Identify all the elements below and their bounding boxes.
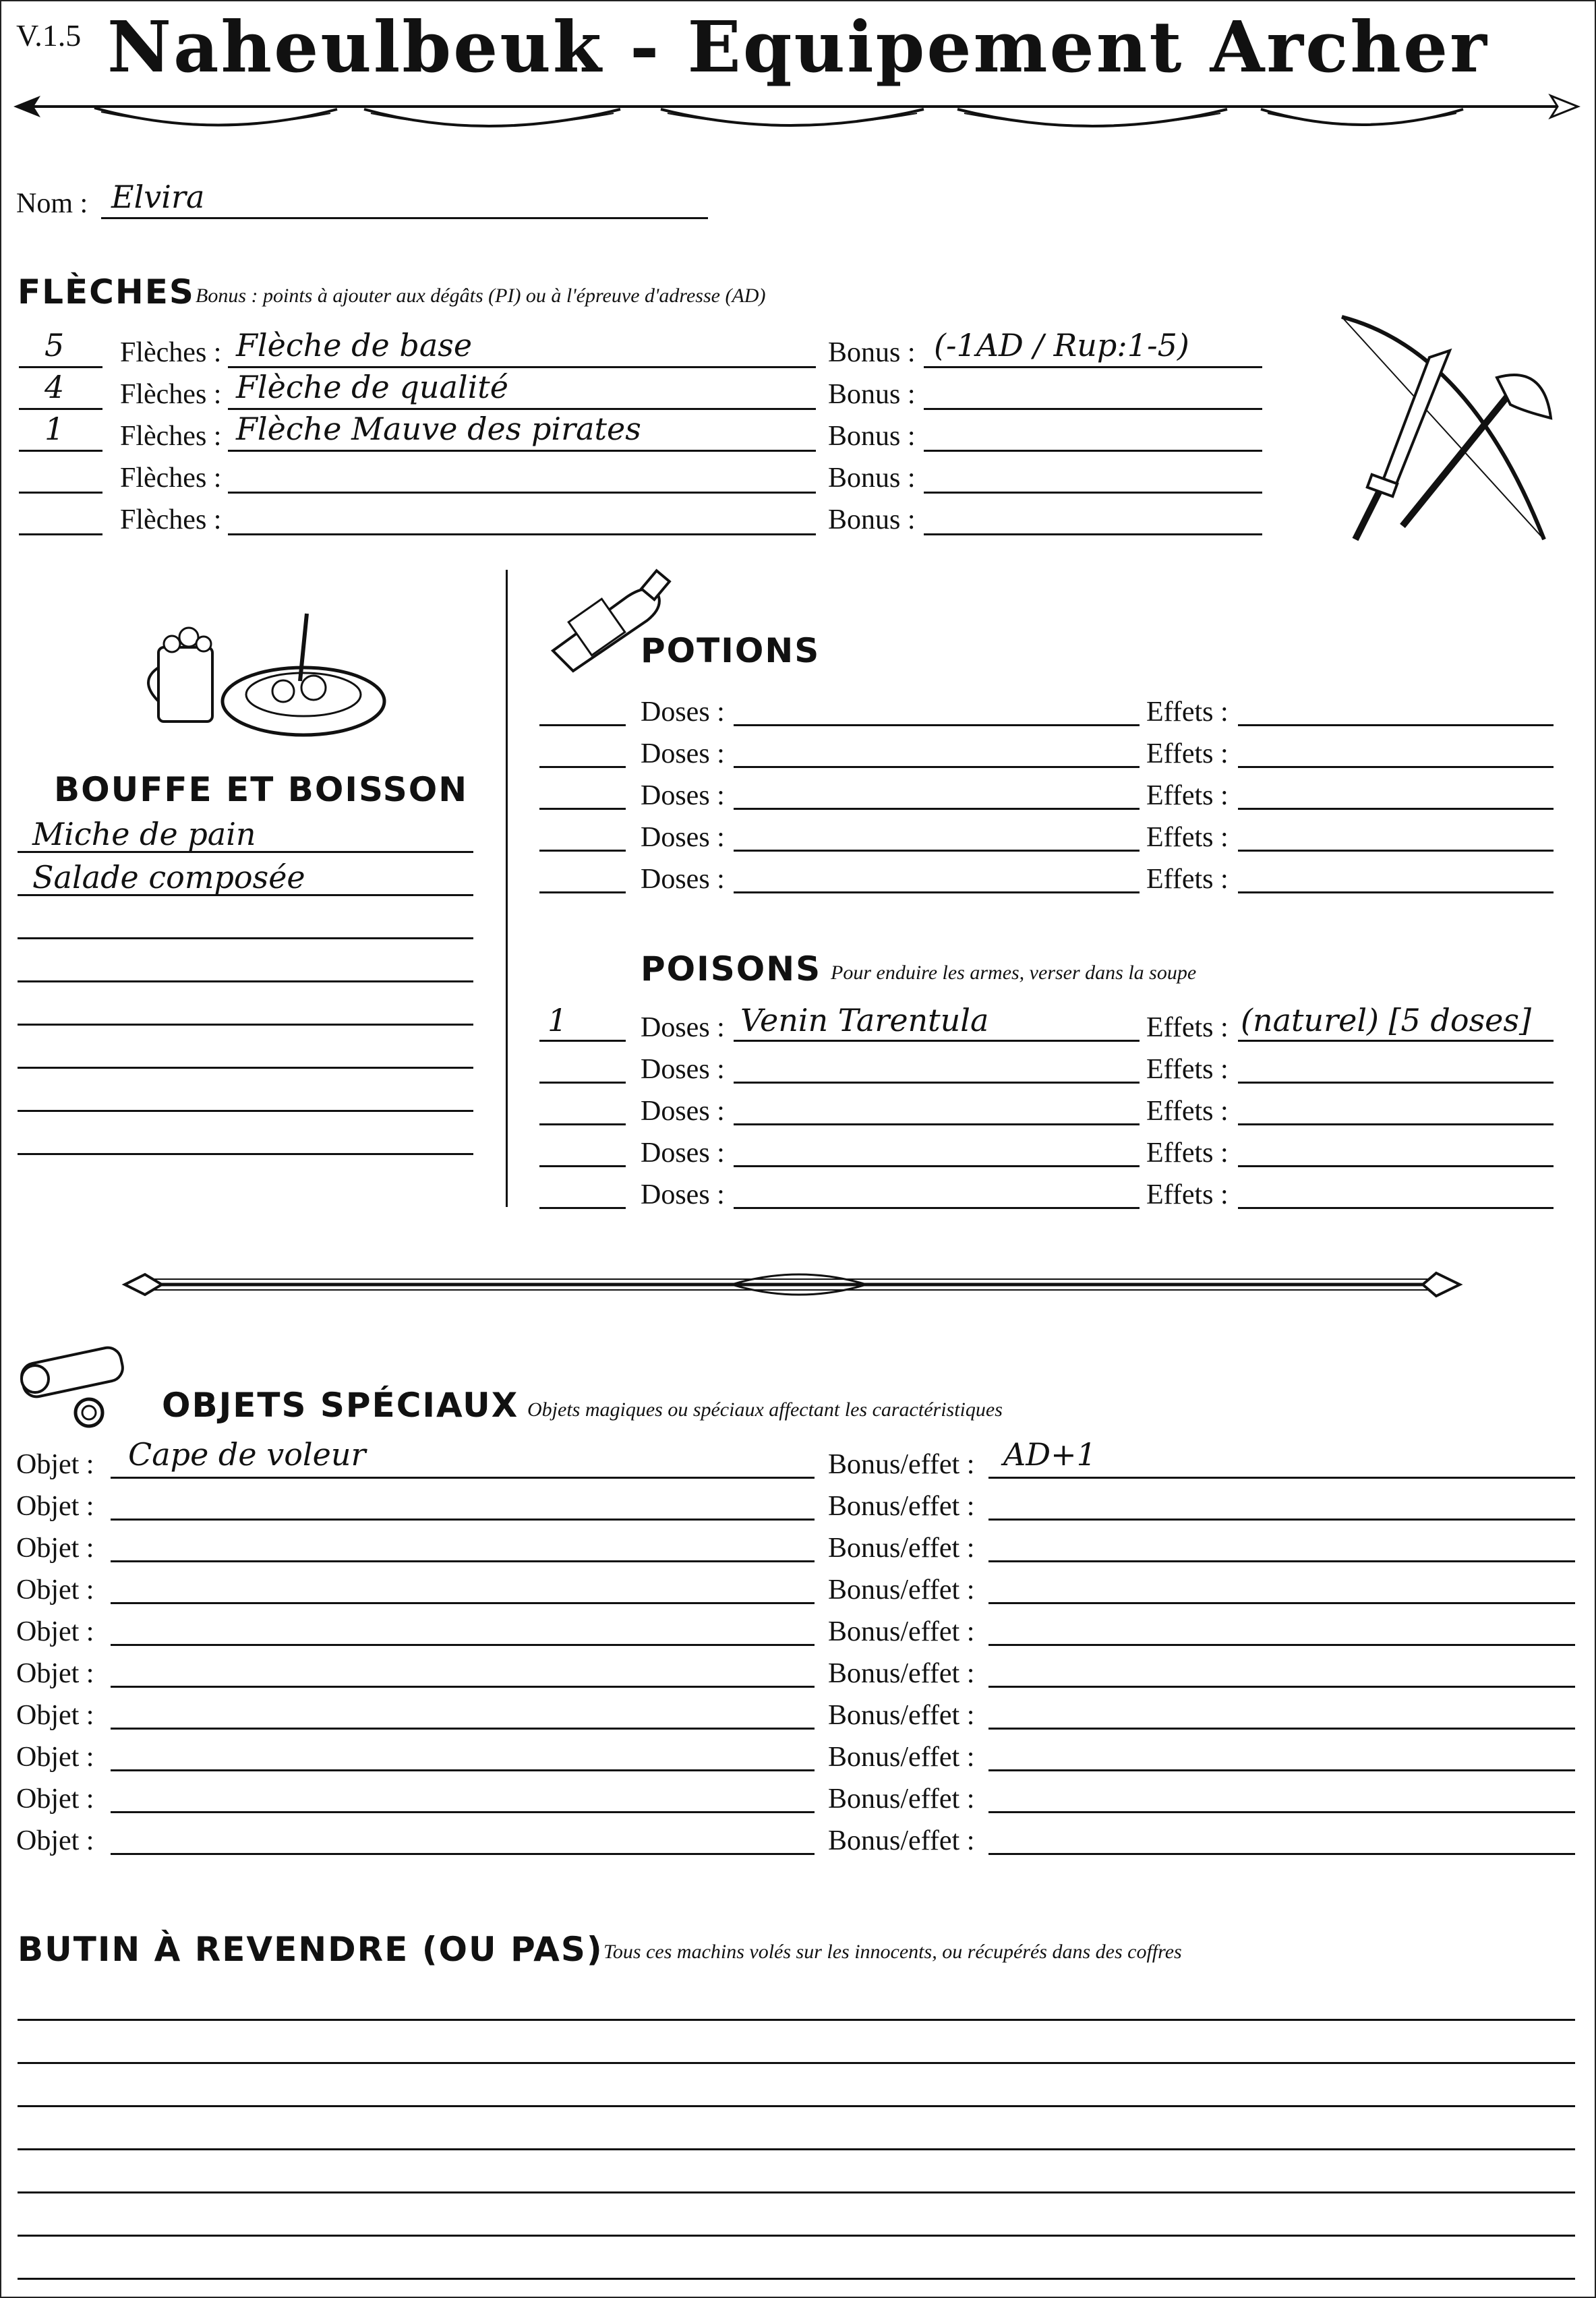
objet-name-line [111,1728,815,1730]
objet-bonus-label: Bonus/effet : [828,1742,975,1773]
butin-line [18,2191,1575,2193]
fleche-bonus[interactable]: (-1AD / Rup:1-5) [934,327,1189,363]
potions-effets-label: Effets : [1146,780,1229,811]
potions-effets-label: Effets : [1146,738,1229,769]
fleches-heading: FLÈCHES [18,272,195,312]
objet-name-line [111,1602,815,1604]
potions-doses-label: Doses : [641,738,725,769]
potions-qty-line [539,766,626,768]
objet-name-line [111,1853,815,1855]
bouffe-heading: BOUFFE ET BOISSON [54,770,469,809]
potions-doses-line [734,724,1140,726]
objet-name-line [111,1811,815,1813]
butin-subtitle: Tous ces machins volés sur les innocents, ou récupérés dans des coffres [603,1941,1182,1963]
objet-label: Objet : [16,1533,94,1564]
bouffe-line [18,1024,473,1026]
nom-value[interactable]: Elvira [111,179,205,215]
fleche-qty-line [19,366,102,368]
bouffe-line [18,937,473,939]
poisons-effets[interactable]: (naturel) [5 doses] [1241,1002,1531,1038]
potions-doses-label: Doses : [641,780,725,811]
objet-bonus[interactable]: AD+1 [1003,1436,1096,1473]
objet-name-line [111,1519,815,1521]
fleche-name-line [228,366,816,368]
objet-bonus-label: Bonus/effet : [828,1700,975,1731]
potions-doses-line [734,850,1140,852]
potions-effets-line [1238,766,1554,768]
page-title: Naheulbeuk - Equipement Archer [107,5,1489,88]
fleche-bonus-label: Bonus : [828,504,916,535]
poisons-effets-label: Effets : [1146,1096,1229,1127]
fleche-qty[interactable]: 1 [45,411,65,447]
potions-qty-line [539,724,626,726]
objet-bonus-label: Bonus/effet : [828,1574,975,1605]
poisons-qty-line [539,1082,626,1084]
poisons-effets-label: Effets : [1146,1179,1229,1210]
objet-label: Objet : [16,1658,94,1689]
poisons-heading: POISONS [641,949,822,989]
bouffe-item[interactable]: Salade composée [32,859,305,895]
fleches-subtitle: Bonus : points à ajouter aux dégâts (PI) ou à l'épreuve d'adresse (AD) [196,285,766,307]
poisons-doses-line [734,1207,1140,1209]
potions-effets-label: Effets : [1146,822,1229,853]
fleche-name[interactable]: Flèche de qualité [236,369,509,405]
poisons-doses-label: Doses : [641,1096,725,1127]
objet-label: Objet : [16,1491,94,1522]
fleche-qty-line [19,450,102,452]
potions-qty-line [539,808,626,810]
poisons-doses-line [734,1165,1140,1167]
poisons-effets-label: Effets : [1146,1138,1229,1169]
poisons-doses-line [734,1040,1140,1042]
butin-heading: BUTIN À REVENDRE (OU PAS) [18,1930,603,1969]
objet-label: Objet : [16,1449,94,1480]
poisons-qty[interactable]: 1 [548,1002,568,1038]
butin-line [18,2235,1575,2237]
objet-bonus-line [988,1811,1575,1813]
fleche-label: Flèches : [120,337,222,368]
version-label: V.1.5 [16,18,82,53]
potions-doses-label: Doses : [641,822,725,853]
objet-bonus-label: Bonus/effet : [828,1449,975,1480]
objet-bonus-label: Bonus/effet : [828,1491,975,1522]
objet-name-line [111,1686,815,1688]
objet-bonus-label: Bonus/effet : [828,1616,975,1647]
butin-line [18,2062,1575,2064]
fleche-bonus-label: Bonus : [828,379,916,410]
poisons-doses-line [734,1082,1140,1084]
fleche-name-line [228,450,816,452]
poisons-effets-label: Effets : [1146,1054,1229,1085]
crossed-weapons-icon [1322,310,1564,553]
objet-label: Objet : [16,1574,94,1605]
objet-label: Objet : [16,1825,94,1856]
fleche-bonus-line [924,408,1262,410]
poisons-qty-line [539,1123,626,1125]
objet-name-line [111,1477,815,1479]
fleche-bonus-label: Bonus : [828,463,916,494]
fleche-bonus-line [924,450,1262,452]
objet-name-line [111,1560,815,1562]
potions-effets-label: Effets : [1146,864,1229,895]
fleche-label: Flèches : [120,421,222,452]
fleche-qty-line [19,492,102,494]
poisons-effets-line [1238,1123,1554,1125]
bouffe-line [18,1067,473,1069]
potions-doses-line [734,766,1140,768]
potions-qty-line [539,891,626,893]
objet-bonus-line [988,1477,1575,1479]
poisons-doses-line [734,1123,1140,1125]
bouffe-line [18,980,473,982]
fleche-name-line [228,492,816,494]
poisons-effets-label: Effets : [1146,1012,1229,1043]
potions-heading: POTIONS [641,631,821,670]
objet-name[interactable]: Cape de voleur [128,1436,366,1473]
potions-doses-line [734,891,1140,893]
bouffe-item[interactable]: Miche de pain [32,816,256,852]
poisons-qty-line [539,1207,626,1209]
objet-label: Objet : [16,1700,94,1731]
nom-underline [101,217,708,219]
fleche-bonus-line [924,533,1262,535]
objet-bonus-line [988,1644,1575,1646]
butin-line [18,2019,1575,2021]
objet-bonus-label: Bonus/effet : [828,1658,975,1689]
potions-qty-line [539,850,626,852]
potions-doses-label: Doses : [641,697,725,728]
fleche-name-line [228,408,816,410]
fleche-name[interactable]: Flèche Mauve des pirates [236,411,641,447]
scroll-ring-icon [15,1342,156,1430]
poisons-subtitle: Pour enduire les armes, verser dans la soupe [831,962,1197,984]
poisons-effets-line [1238,1207,1554,1209]
potions-doses-line [734,808,1140,810]
fleche-qty[interactable]: 4 [45,369,65,405]
bouffe-line [18,894,473,896]
poisons-doses-label: Doses : [641,1179,725,1210]
objet-bonus-line [988,1686,1575,1688]
objet-bonus-label: Bonus/effet : [828,1784,975,1815]
fleche-label: Flèches : [120,463,222,494]
objet-bonus-line [988,1769,1575,1771]
poisons-effets-line [1238,1082,1554,1084]
objets-heading: OBJETS SPÉCIAUX [162,1386,519,1425]
potions-effets-line [1238,724,1554,726]
fleche-name[interactable]: Flèche de base [236,327,473,363]
potions-doses-label: Doses : [641,864,725,895]
objet-label: Objet : [16,1742,94,1773]
objet-label: Objet : [16,1616,94,1647]
bouffe-line [18,851,473,853]
poisons-effets-line [1238,1165,1554,1167]
column-divider [506,570,508,1207]
butin-line [18,2105,1575,2107]
potions-effets-label: Effets : [1146,697,1229,728]
potions-effets-line [1238,850,1554,852]
objet-label: Objet : [16,1784,94,1815]
bouffe-line [18,1110,473,1112]
objet-name-line [111,1644,815,1646]
poisons-doses-label: Doses : [641,1012,725,1043]
poisons-doses[interactable]: Venin Tarentula [740,1002,989,1038]
butin-line [18,2148,1575,2150]
fleche-bonus-label: Bonus : [828,421,916,452]
objet-bonus-line [988,1853,1575,1855]
bouffe-line [18,1153,473,1155]
butin-line [18,2278,1575,2280]
nom-label: Nom : [16,188,88,219]
fleche-label: Flèches : [120,379,222,410]
poisons-qty-line [539,1040,626,1042]
fleche-bonus-label: Bonus : [828,337,916,368]
objets-subtitle: Objets magiques ou spéciaux affectant les caractéristiques [527,1398,1003,1421]
fleche-name-line [228,533,816,535]
poisons-doses-label: Doses : [641,1054,725,1085]
fleche-qty-line [19,408,102,410]
fleche-qty[interactable]: 5 [45,327,65,363]
objet-bonus-line [988,1560,1575,1562]
fleche-bonus-line [924,492,1262,494]
poisons-qty-line [539,1165,626,1167]
fleche-qty-line [19,533,102,535]
objet-bonus-label: Bonus/effet : [828,1533,975,1564]
staff-divider-icon [125,1261,1460,1308]
fleche-bonus-line [924,366,1262,368]
fleche-label: Flèches : [120,504,222,535]
potions-effets-line [1238,891,1554,893]
objet-bonus-label: Bonus/effet : [828,1825,975,1856]
objet-name-line [111,1769,815,1771]
bow-arrow-divider-icon [13,81,1578,148]
potions-effets-line [1238,808,1554,810]
objet-bonus-line [988,1519,1575,1521]
food-beer-icon [138,607,388,742]
poisons-effets-line [1238,1040,1554,1042]
objet-bonus-line [988,1728,1575,1730]
objet-bonus-line [988,1602,1575,1604]
poisons-doses-label: Doses : [641,1138,725,1169]
